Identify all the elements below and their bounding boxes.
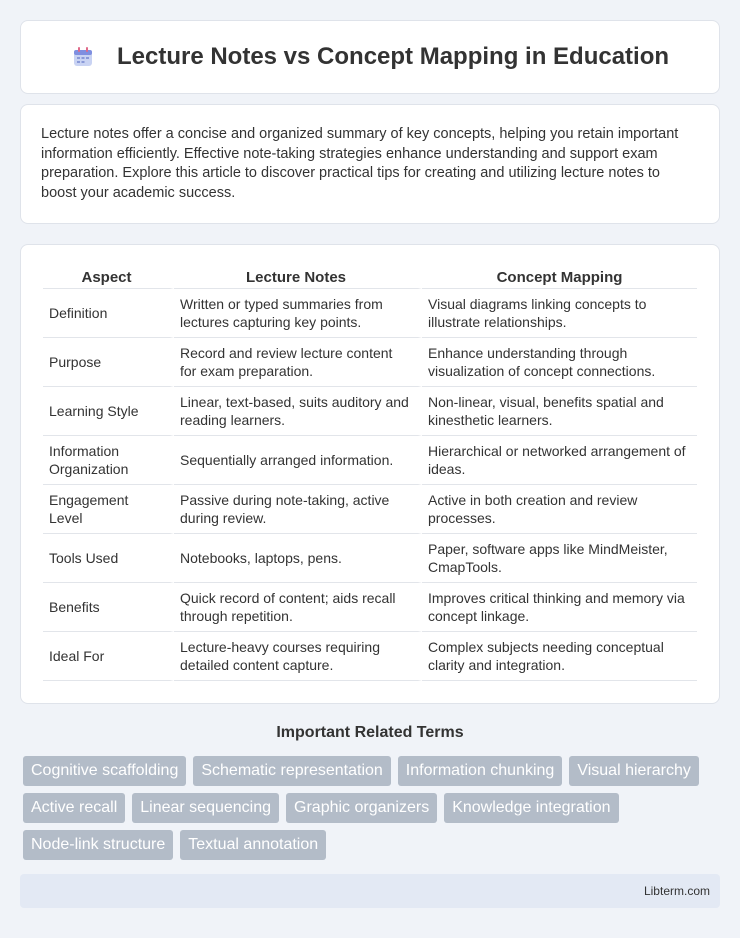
row-aspect: Information Organization: [43, 436, 174, 485]
row-concept-mapping: Hierarchical or networked arrangement of ideas.: [422, 436, 697, 485]
related-term-tag[interactable]: Cognitive scaffolding: [23, 756, 186, 786]
row-concept-mapping: Active in both creation and review processes.: [422, 485, 697, 534]
footer-site-link[interactable]: Libterm.com: [643, 884, 710, 898]
related-term-tag[interactable]: Graphic organizers: [286, 793, 437, 823]
related-term-tag[interactable]: Schematic representation: [193, 756, 390, 786]
calendar-icon: [71, 45, 95, 69]
page-title: Lecture Notes vs Concept Mapping in Education: [116, 43, 670, 70]
row-aspect: Tools Used: [43, 534, 174, 583]
table-row: [43, 485, 697, 534]
row-aspect: Ideal For: [43, 632, 174, 681]
table-row: [43, 289, 697, 338]
row-aspect: Benefits: [43, 583, 174, 632]
column-header-lecture-notes: Lecture Notes: [174, 265, 422, 289]
row-concept-mapping: Enhance understanding through visualization of concept connections.: [422, 338, 697, 387]
related-term-tag[interactable]: Information chunking: [398, 756, 563, 786]
intro-paragraph: Lecture notes offer a concise and organized summary of key concepts, helping you retain important information efficiently. Effective note-taking strategies enhance understanding and support exam preparation. Explore this article to discover practical tips for creating and utilizing lecture notes to boost your academic success.: [41, 126, 679, 201]
table-row: [43, 436, 697, 485]
related-terms-list: [23, 756, 723, 860]
row-lecture-notes: Written or typed summaries from lectures capturing key points.: [174, 289, 422, 338]
comparison-table: [43, 265, 697, 681]
table-row: [43, 632, 697, 681]
row-lecture-notes: Notebooks, laptops, pens.: [174, 534, 422, 583]
related-term-tag[interactable]: Visual hierarchy: [569, 756, 699, 786]
row-concept-mapping: Non-linear, visual, benefits spatial and kinesthetic learners.: [422, 387, 697, 436]
row-lecture-notes: Sequentially arranged information.: [174, 436, 422, 485]
row-lecture-notes: Passive during note-taking, active during review.: [174, 485, 422, 534]
comparison-table-card: [20, 244, 720, 704]
table-header-row: [43, 265, 697, 289]
row-concept-mapping: Improves critical thinking and memory via concept linkage.: [422, 583, 697, 632]
row-concept-mapping: Complex subjects needing conceptual clarity and integration.: [422, 632, 697, 681]
table-row: [43, 387, 697, 436]
row-lecture-notes: Lecture-heavy courses requiring detailed content capture.: [174, 632, 422, 681]
table-row: [43, 338, 697, 387]
row-aspect: Learning Style: [43, 387, 174, 436]
row-lecture-notes: Record and review lecture content for exam preparation.: [174, 338, 422, 387]
intro-card: [20, 104, 720, 224]
row-concept-mapping: Visual diagrams linking concepts to illustrate relationships.: [422, 289, 697, 338]
row-concept-mapping: Paper, software apps like MindMeister, CmapTools.: [422, 534, 697, 583]
title-card: [20, 20, 720, 94]
column-header-concept-mapping: Concept Mapping: [422, 265, 697, 289]
table-row: [43, 583, 697, 632]
related-term-tag[interactable]: Textual annotation: [180, 830, 326, 860]
related-term-tag[interactable]: Linear sequencing: [132, 793, 279, 823]
related-term-tag[interactable]: Active recall: [23, 793, 125, 823]
related-term-tag[interactable]: Node-link structure: [23, 830, 173, 860]
row-aspect: Purpose: [43, 338, 174, 387]
row-lecture-notes: Linear, text-based, suits auditory and reading learners.: [174, 387, 422, 436]
row-aspect: Definition: [43, 289, 174, 338]
footer: [20, 874, 720, 908]
row-aspect: Engagement Level: [43, 485, 174, 534]
column-header-aspect: Aspect: [43, 265, 174, 289]
related-terms-heading: Important Related Terms: [276, 724, 464, 741]
related-term-tag[interactable]: Knowledge integration: [444, 793, 618, 823]
table-row: [43, 534, 697, 583]
row-lecture-notes: Quick record of content; aids recall through repetition.: [174, 583, 422, 632]
